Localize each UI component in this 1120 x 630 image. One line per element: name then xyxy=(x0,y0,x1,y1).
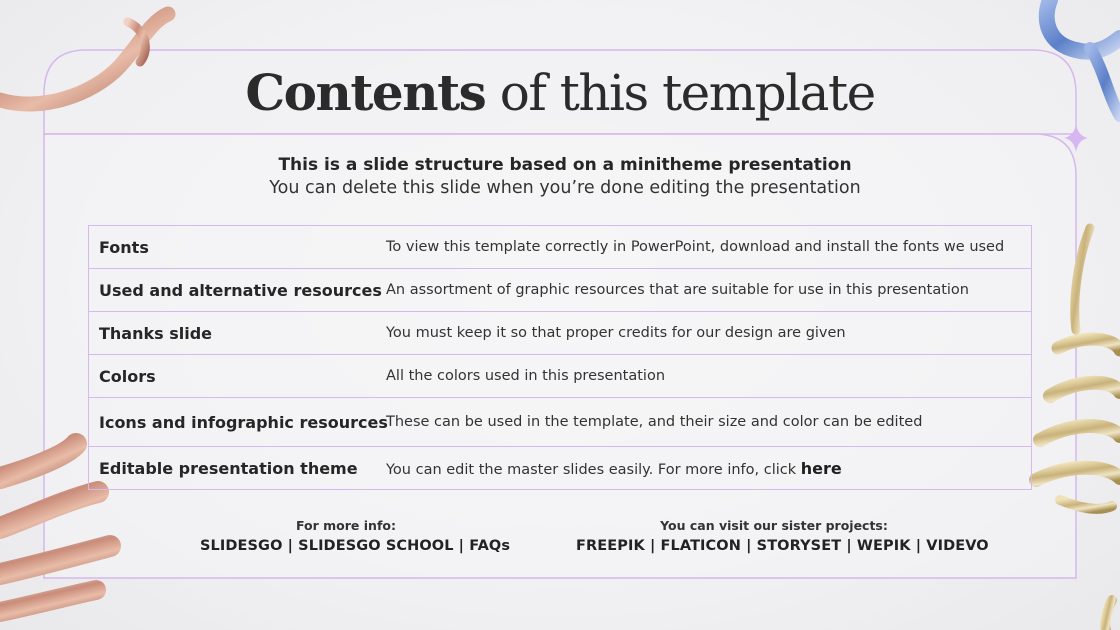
row-label: Thanks slide xyxy=(99,323,213,343)
row-label: Used and alternative resources xyxy=(99,280,382,300)
row-description xyxy=(386,459,1031,478)
row-description: An assortment of graphic resources that are suitable for use in this presentation xyxy=(386,282,969,298)
subtitle-regular: You can delete this slide when you’re done editing the presentation xyxy=(269,178,861,198)
footer-heading: You can visit our sister projects: xyxy=(660,518,888,533)
title-rest: of this template xyxy=(485,64,875,122)
footer-links[interactable]: SLIDESGO | SLIDESGO SCHOOL | FAQs xyxy=(200,538,511,554)
table-row xyxy=(89,398,1031,447)
row-label: Icons and infographic resources xyxy=(99,412,388,432)
here-link[interactable]: here xyxy=(800,458,842,478)
title-bold: Contents xyxy=(245,63,486,122)
table-row xyxy=(89,355,1031,398)
slide-title xyxy=(0,58,1120,128)
subtitle xyxy=(0,153,1120,199)
row-description: To view this template correctly in PowerPoint, download and install the fonts we used xyxy=(386,239,1005,255)
row-label: Editable presentation theme xyxy=(99,458,358,478)
footer-sister-projects xyxy=(576,518,989,556)
row-label: Colors xyxy=(99,366,156,386)
row-description-text: You can edit the master slides easily. For more info, click xyxy=(386,461,801,478)
row-description: All the colors used in this presentation xyxy=(386,368,666,384)
table-row xyxy=(89,447,1031,489)
table-row xyxy=(89,226,1031,269)
row-description: These can be used in the template, and their size and color can be edited xyxy=(386,414,923,430)
table-row xyxy=(89,312,1031,355)
footer-links[interactable]: FREEPIK | FLATICON | STORYSET | WEPIK | VIDEVO xyxy=(576,538,989,554)
row-description: You must keep it so that proper credits for our design are given xyxy=(386,325,846,341)
table-row xyxy=(89,269,1031,312)
row-label: Fonts xyxy=(99,237,149,257)
footer-heading: For more info: xyxy=(296,518,396,533)
footer-more-info xyxy=(200,518,511,556)
subtitle-bold: This is a slide structure based on a minitheme presentation xyxy=(278,155,852,175)
contents-table xyxy=(88,225,1032,490)
